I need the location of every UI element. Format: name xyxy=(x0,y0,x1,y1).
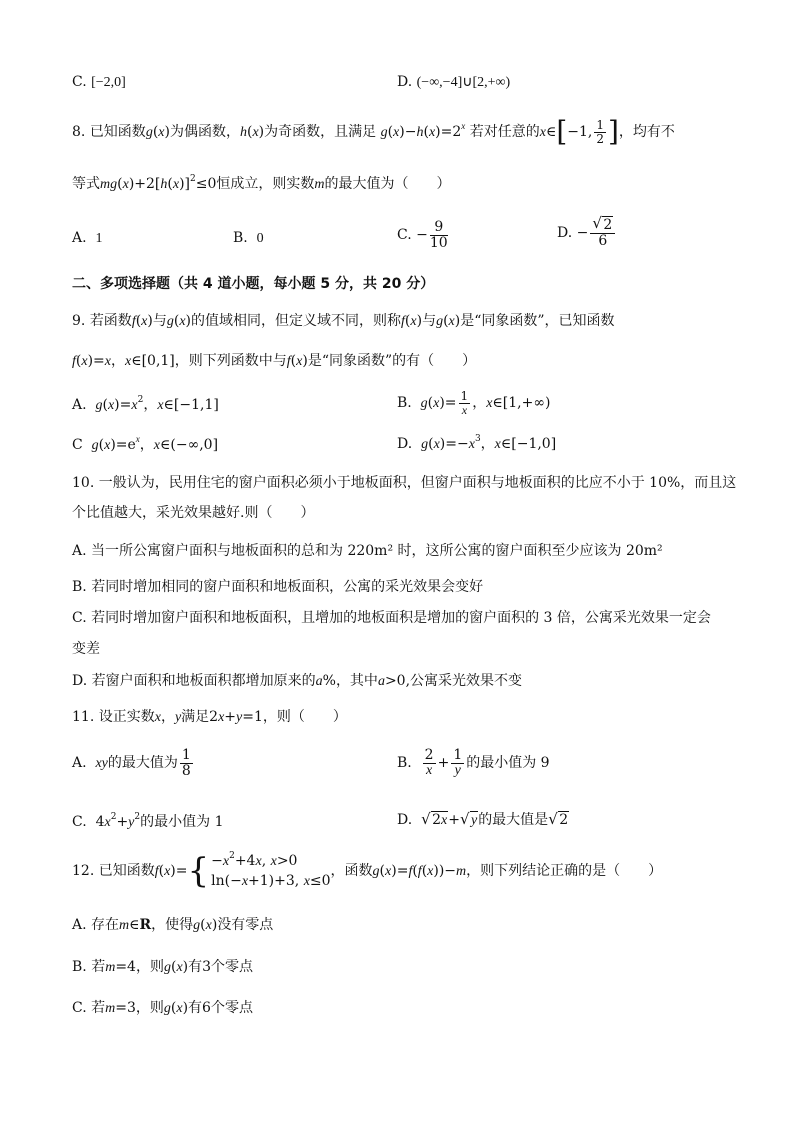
q8-option-c: C. − $\frac{9}{10}$ xyxy=(397,219,448,251)
q9-stem-line2: f(x)=x，x∈[0,1]，则下列函数中与f(x)是“同象函数”的有（ ） xyxy=(72,353,477,369)
q11-option-b: B. $\frac{2}{x}$ + $\frac{1}{y}$ 的最小值为 9 xyxy=(397,747,550,778)
q12-option-a: A. 存在m∈R，使得g(x)没有零点 xyxy=(72,917,274,933)
q12-stem: 12. 已知函数f(x)={ $-x^2+4x$, x>0 ln(−x+1)+3, x≤0 ，函数g(x)=f(f(x))−m，则下列结论正确的是（ ） xyxy=(72,850,663,891)
q10-option-b: B. 若同时增加相同的窗户面积和地板面积，公寓的采光效果会变好 xyxy=(72,579,484,595)
q10-option-c-line1: C. 若同时增加窗户面积和地板面积，且增加的地板面积是增加的窗户面积的 3 倍，公寓采光效果一定会 xyxy=(72,610,711,626)
q10-option-c-line2: 变差 xyxy=(72,641,100,657)
q8-option-d: D. − √ $\frac{2}{6}$ xyxy=(557,218,617,248)
q10-stem-line1: 10. 一般认为，民用住宅的窗户面积必须小于地板面积，但窗户面积与地板面积的比应不小于 10%，而且这 xyxy=(72,475,737,491)
q10-option-a: A. 当一所公寓窗户面积与地板面积的总和为 220m² 时，这所公寓的窗户面积至少应该为 20m² xyxy=(72,543,663,559)
q11-option-d: D. √ 2x+√ y的最大值是√ 2 xyxy=(397,812,569,830)
q10-stem-line2: 个比值越大，采光效果越好.则（ ） xyxy=(72,505,315,521)
q11-stem: 11. 设正实数x，y满足2x+y=1，则（ ） xyxy=(72,709,347,725)
section-title-multiple-choice: 二、多项选择题（共 4 道小题，每小题 5 分，共 20 分） xyxy=(72,276,435,292)
q8-stem-line2: 等式$mg(x)+2[h(x)]^2\le 0$恒成立，则实数m的最大值为（ ） xyxy=(72,174,451,192)
q11-option-c: C. $4x^2+y^2$的最小值为 1 xyxy=(72,812,224,830)
q9-stem-line1: 9. 若函数f(x)与g(x)的值域相同，但定义域不同，则称f(x)与g(x)是“同象函数”，已知函数 xyxy=(72,313,615,329)
q8-option-a: A. 1 xyxy=(72,230,103,246)
q11-option-a: A. xy的最大值为 $\frac{1}{8}$ xyxy=(72,747,191,779)
q7-option-d: D. (−∞,−4]∪[2,+∞) xyxy=(397,74,511,90)
q9-option-c: C $g(x)=e^x$，x∈(−∞,0] xyxy=(72,434,219,453)
q7-option-c: C. [−2,0] xyxy=(72,74,126,90)
q12-option-b: B. 若m=4，则g(x)有3个零点 xyxy=(72,959,254,975)
q9-option-b: B. g(x)= $\frac{1}{x}$ ，x∈[1,+∞) xyxy=(397,389,551,417)
q9-option-d: D. $g(x)=-x^3$，x∈[−1,0] xyxy=(397,434,557,452)
q9-option-a: A. $g(x)=x^2$，x∈[−1,1] xyxy=(72,395,219,413)
q8-stem-line1: 8. 已知函数g(x)为偶函数，h(x)为奇函数，且满足 $g(x)-h(x)=2^x$ 若对任意的x∈[−1, $\frac{1}{2}$ ]，均有不 xyxy=(72,115,675,148)
q7-option-c-math: [−2,0] xyxy=(91,75,126,90)
q8-option-b: B. 0 xyxy=(233,230,264,246)
q10-option-d: D. 若窗户面积和地板面积都增加原来的a%，其中a>0,公寓采光效果不变 xyxy=(72,673,523,689)
q7-option-d-math: (−∞,−4]∪[2,+∞) xyxy=(416,75,511,90)
q12-option-c: C. 若m=3，则g(x)有6个零点 xyxy=(72,1000,253,1016)
